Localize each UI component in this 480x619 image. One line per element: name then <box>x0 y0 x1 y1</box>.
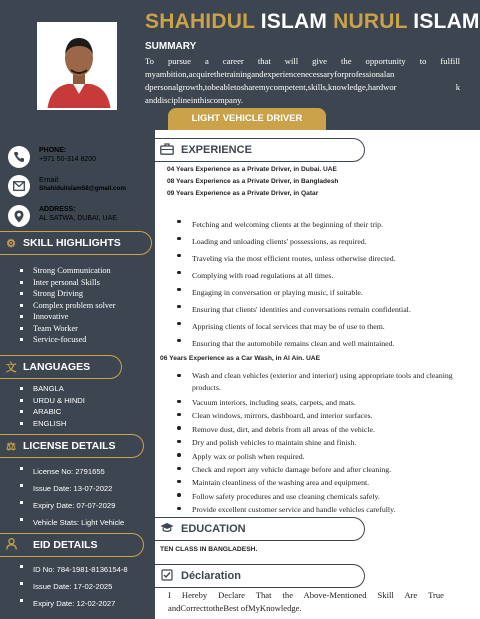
list-item: Team Worker <box>20 323 116 335</box>
list-item: ENGLISH <box>20 418 85 430</box>
language-icon: 文 <box>5 362 17 374</box>
skills-heading <box>0 231 152 255</box>
license-heading <box>0 434 144 458</box>
contact-phone <box>8 146 96 168</box>
phone-icon <box>8 146 30 168</box>
declaration-text: I Hereby Declare That the Above-Mentioned Skill Are True andCorrecttotheBest ofMyKnowledge. <box>168 590 444 613</box>
license-icon: ⚖ <box>6 440 16 453</box>
candidate-name <box>145 10 480 34</box>
phone-value: +971 50-314 8200 <box>39 156 97 163</box>
list-item: Apprising clients of local services that may be of use to them. <box>177 318 467 335</box>
declaration-icon <box>159 569 175 584</box>
list-item: ID No: 784-1981-8136154-8 <box>20 561 128 578</box>
list-item: Inter personal Skills <box>20 277 116 289</box>
declaration-title: Déclaration <box>181 570 241 582</box>
car-wash-duties-list <box>177 370 467 517</box>
gear-icon: ⚙ <box>6 237 16 250</box>
experience-line: 09 Years Experience as a Private Driver, in Qatar <box>167 190 319 197</box>
declaration-heading <box>155 564 365 588</box>
list-item: Fetching and welcoming clients at the beginning of their trip. <box>177 216 467 233</box>
skills-list <box>20 265 116 346</box>
list-item: Issue Date: 17-02-2025 <box>20 578 128 595</box>
skills-title: SKILL HIGHLIGHTS <box>23 237 121 249</box>
list-item: BANGLA <box>20 383 85 395</box>
name-first: SHAHIDUL <box>145 10 261 33</box>
license-title: LICENSE DETAILS <box>23 440 116 452</box>
list-item: Expiry Date: 12-02-2027 <box>20 595 128 612</box>
education-heading <box>155 517 365 541</box>
summary-title: SUMMARY <box>145 41 197 52</box>
list-item: Strong Driving <box>20 288 116 300</box>
name-fourth: ISLAM <box>413 10 480 33</box>
list-item: Remove dust, dirt, and debris from all areas of the vehicle. <box>177 423 467 436</box>
languages-list <box>20 383 85 429</box>
car-wash-experience: 06 Years Experience as a Car Wash, in Al Ain. UAE <box>160 355 321 362</box>
location-pin-icon <box>8 205 30 227</box>
list-item: Strong Communication <box>20 265 116 277</box>
experience-title: EXPERIENCE <box>181 144 252 156</box>
eid-heading <box>0 533 144 557</box>
list-item: Service-focused <box>20 334 116 346</box>
address-label: ADDRESS: <box>39 206 76 213</box>
briefcase-icon <box>159 143 175 158</box>
list-item: ARABIC <box>20 406 85 418</box>
eid-list <box>20 561 128 612</box>
address-value: AL SATWA, DUBAI, UAE. <box>39 215 119 222</box>
name-second: ISLAM <box>260 10 334 33</box>
email-label: Email: <box>39 175 61 184</box>
list-item: Provide excellent customer service and handle vehicles carefully. <box>177 503 467 516</box>
experience-line: 04 Years Experience as a Private Driver, in Dubai. UAE <box>167 166 337 173</box>
list-item: Apply wax or polish when required. <box>177 450 467 463</box>
email-value: Shahidulislam58@gmail.com <box>39 185 126 192</box>
list-item: Vacuum interiors, including seats, carpets, and mats. <box>177 396 467 409</box>
name-third: NURUL <box>333 10 414 33</box>
list-item: Check and report any vehicle damage before and after cleaning. <box>177 463 467 476</box>
mail-icon <box>8 175 30 197</box>
list-item: Loading and unloading clients' possessions, as required. <box>177 233 467 250</box>
list-item: Innovative <box>20 311 116 323</box>
list-item: Clean windows, mirrors, dashboard, and interior surfaces. <box>177 409 467 422</box>
list-item: Expiry Date: 07-07-2029 <box>20 497 124 514</box>
experience-heading <box>155 138 365 162</box>
list-item: Follow safety procedures and use cleaning chemicals safely. <box>177 490 467 503</box>
contact-email <box>8 175 126 197</box>
phone-label: PHONE: <box>39 147 67 154</box>
languages-title: LANGUAGES <box>23 361 91 373</box>
graduation-cap-icon <box>159 522 175 536</box>
summary-text: To pursue a career that will give the opportunity to fulfill myambition,acquirethetrainingandexperiencenecessaryforprofessionalan dpersonalgrowth,tobeabletosharemycompetent,skills,knowledge,hardwor k anddisciplineinthiscompany. <box>145 56 460 105</box>
contact-address <box>8 205 119 227</box>
user-icon <box>3 538 19 553</box>
list-item: Maintain cleanliness of the washing area and equipment. <box>177 476 467 489</box>
eid-title: EID DETAILS <box>33 539 98 551</box>
list-item: Traveling via the most efficient routes, unless otherwise directed. <box>177 250 467 267</box>
experience-line: 08 Years Experience as a Private Driver, in Bangladesh <box>167 178 339 185</box>
list-item: Dry and polish vehicles to maintain shine and finish. <box>177 436 467 449</box>
license-list <box>20 463 124 531</box>
education-title: EDUCATION <box>181 523 246 535</box>
list-item: URDU & HINDI <box>20 395 85 407</box>
profile-photo <box>37 22 117 110</box>
list-item: Ensuring that clients' identities and conversations remain confidential. <box>177 301 467 318</box>
list-item: Complex problem solver <box>20 300 116 312</box>
education-text: TEN CLASS IN BANGLADESH. <box>160 546 258 553</box>
list-item: Engaging in conversation or playing music, if suitable. <box>177 284 467 301</box>
list-item: Issue Date: 13-07-2022 <box>20 480 124 497</box>
list-item: License No: 2791655 <box>20 463 124 480</box>
list-item: Wash and clean vehicles (exterior and interior) using appropriate tools and cleaning products. <box>177 370 467 394</box>
list-item: Vehicle Stats: Light Vehicle <box>20 514 124 531</box>
driver-duties-list <box>177 216 467 352</box>
languages-heading <box>0 355 122 379</box>
list-item: Complying with road regulations at all times. <box>177 267 467 284</box>
list-item: Ensuring that the automobile remains clean and well maintained. <box>177 335 467 352</box>
role-tab: LIGHT VEHICLE DRIVER <box>168 108 326 130</box>
